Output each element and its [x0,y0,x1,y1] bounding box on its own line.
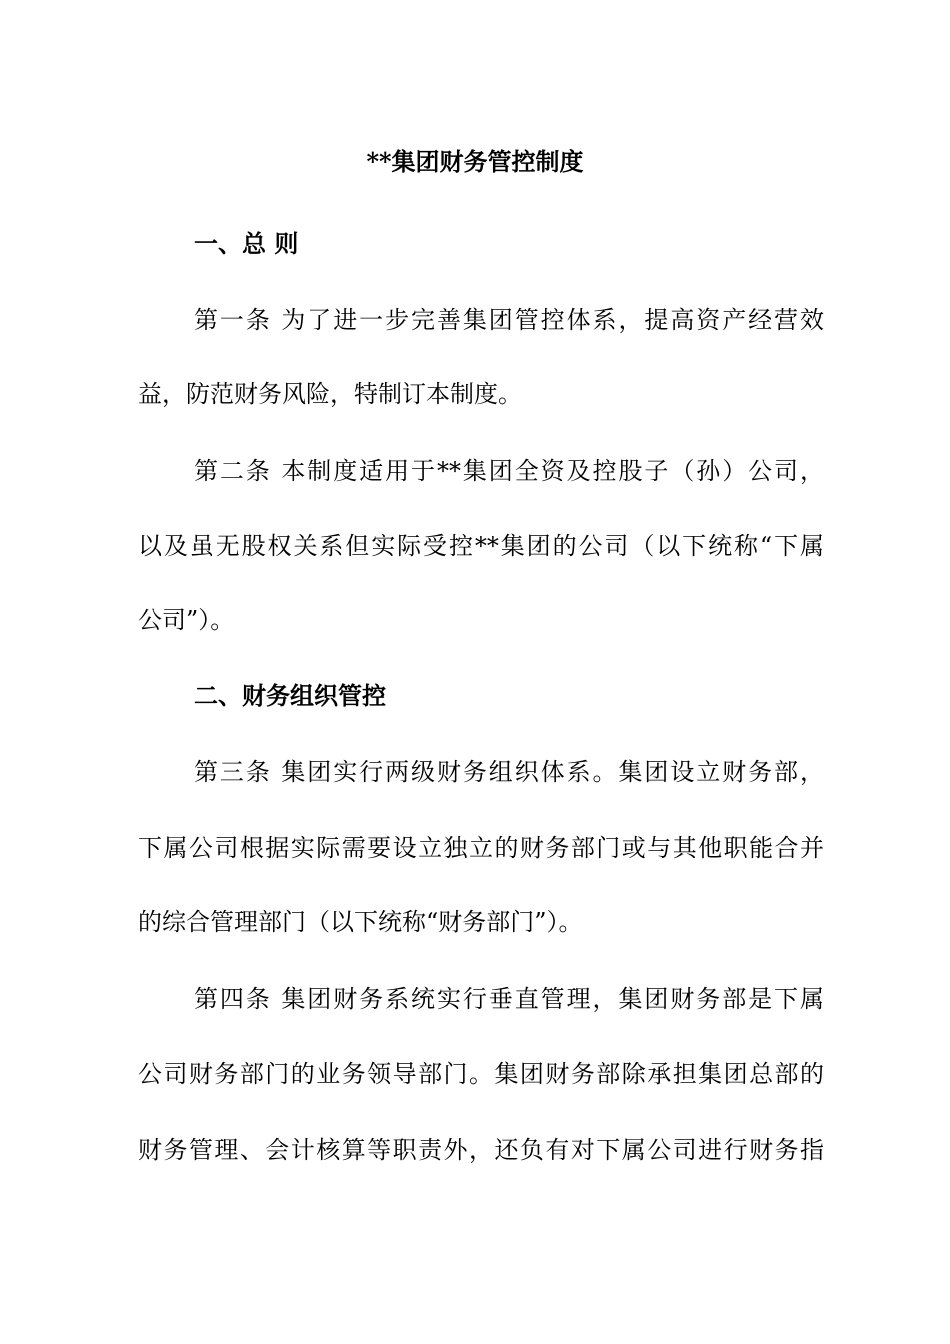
article-2-line-3: 公司”）。 [138,606,235,634]
article-2-line-1: 第二条 本制度适用于**集团全资及控股子（孙）公司， [194,457,824,485]
article-3-line-3: 的综合管理部门（以下统称“财务部门”）。 [138,908,583,936]
article-1-line-1: 第一条 为了进一步完善集团管控体系，提高资产经营效 [194,306,824,334]
section-heading-finance-organization: 二、财务组织管控 [194,681,386,710]
article-3-line-2: 下属公司根据实际需要设立独立的财务部门或与其他职能合并 [138,834,824,862]
article-4-line-1: 第四条 集团财务系统实行垂直管理，集团财务部是下属 [194,985,824,1013]
section-heading-general: 一、总 则 [194,229,299,258]
document-title: **集团财务管控制度 [366,147,584,176]
article-4-line-2: 公司财务部门的业务领导部门。集团财务部除承担集团总部的 [138,1060,824,1088]
article-3-line-1: 第三条 集团实行两级财务组织体系。集团设立财务部， [194,758,824,786]
article-2-line-2: 以及虽无股权关系但实际受控**集团的公司（以下统称“下属 [138,532,824,560]
article-4-line-3: 财务管理、会计核算等职责外，还负有对下属公司进行财务指 [138,1136,824,1164]
article-1-line-2: 益，防范财务风险，特制订本制度。 [138,380,522,408]
